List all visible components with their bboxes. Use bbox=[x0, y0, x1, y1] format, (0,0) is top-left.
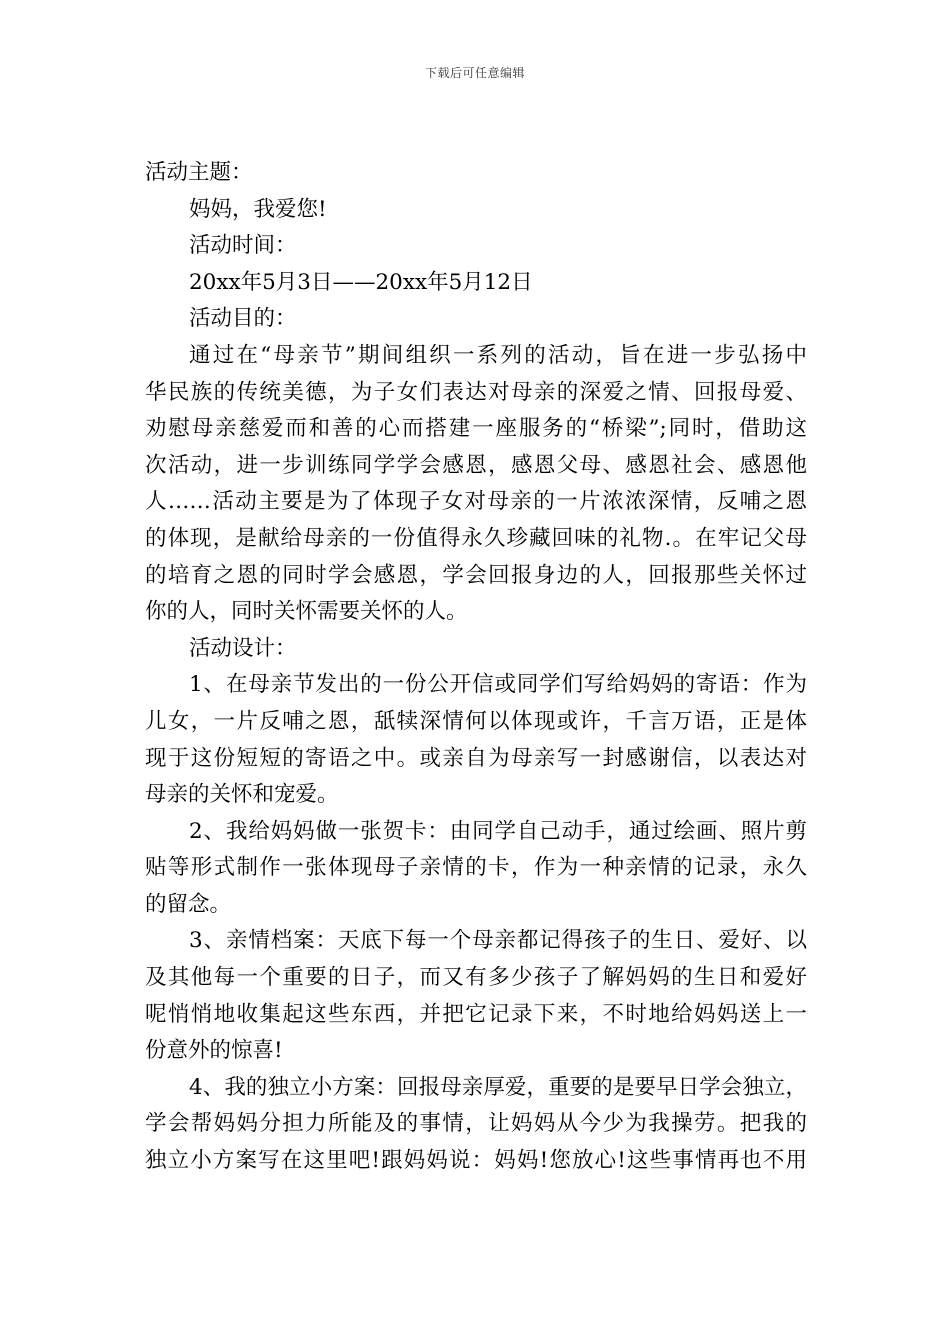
text-line: 20xx年5月3日——20xx年5月12日 bbox=[189, 269, 533, 295]
text-line: 学会帮妈妈分担力所能及的事情，让妈妈从今少为我操劳。把我的 bbox=[145, 1111, 807, 1137]
text-line: 活动时间： bbox=[189, 233, 297, 259]
text-line: 2、我给妈妈做一张贺卡：由同学自己动手，通过绘画、照片剪 bbox=[189, 818, 807, 844]
page-header: 下载后可任意编辑 bbox=[424, 66, 525, 80]
text-line: 的留念。 bbox=[145, 891, 232, 917]
text-line: 活动设计： bbox=[189, 635, 297, 661]
document-body bbox=[145, 155, 807, 1180]
text-line: 份意外的惊喜! bbox=[145, 1038, 283, 1064]
text-line: 妈妈，我爱您! bbox=[189, 196, 327, 222]
text-line: 呢悄悄地收集起这些东西，并把它记录下来，不时地给妈妈送上一 bbox=[145, 1001, 807, 1027]
text-line: 贴等形式制作一张体现母子亲情的卡，作为一种亲情的记录，永久 bbox=[145, 855, 807, 881]
text-line: 及其他每一个重要的日子，而又有多少孩子了解妈妈的生日和爱好 bbox=[145, 965, 807, 991]
text-line: 母亲的关怀和宠爱。 bbox=[145, 782, 339, 808]
text-line: 儿女，一片反哺之恩，舐犊深情何以体现或许，千言万语，正是体 bbox=[145, 708, 807, 734]
text-line: 劝慰母亲慈爱而和善的心而搭建一座服务的“桥梁”;同时，借助这 bbox=[145, 416, 807, 442]
text-line: 华民族的传统美德，为子女们表达对母亲的深爱之情、回报母爱、 bbox=[145, 379, 807, 405]
text-line: 3、亲情档案：天底下每一个母亲都记得孩子的生日、爱好、以 bbox=[189, 928, 807, 954]
text-line: 活动目的： bbox=[189, 306, 297, 332]
text-line: 通过在“母亲节”期间组织一系列的活动，旨在进一步弘扬中 bbox=[189, 342, 807, 368]
text-line: 的培育之恩的同时学会感恩，学会回报身边的人，回报那些关怀过 bbox=[145, 562, 807, 588]
text-line: 现于这份短短的寄语之中。或亲自为母亲写一封感谢信，以表达对 bbox=[145, 745, 807, 771]
text-line: 人……活动主要是为了体现子女对母亲的一片浓浓深情，反哺之恩 bbox=[145, 489, 807, 515]
text-line: 你的人，同时关怀需要关怀的人。 bbox=[145, 599, 468, 625]
text-line: 次活动，进一步训练同学学会感恩，感恩父母、感恩社会、感恩他 bbox=[145, 452, 807, 478]
text-line: 独立小方案写在这里吧!跟妈妈说：妈妈!您放心!这些事情再也不用 bbox=[145, 1148, 807, 1174]
text-line: 活动主题： bbox=[145, 160, 253, 185]
text-line: 的体现，是献给母亲的一份值得永久珍藏回味的礼物.。在牢记父母 bbox=[145, 525, 807, 551]
text-line: 1、在母亲节发出的一份公开信或同学们写给妈妈的寄语：作为 bbox=[189, 672, 807, 698]
text-line: 4、我的独立小方案：回报母亲厚爱，重要的是要早日学会独立， bbox=[189, 1074, 807, 1100]
